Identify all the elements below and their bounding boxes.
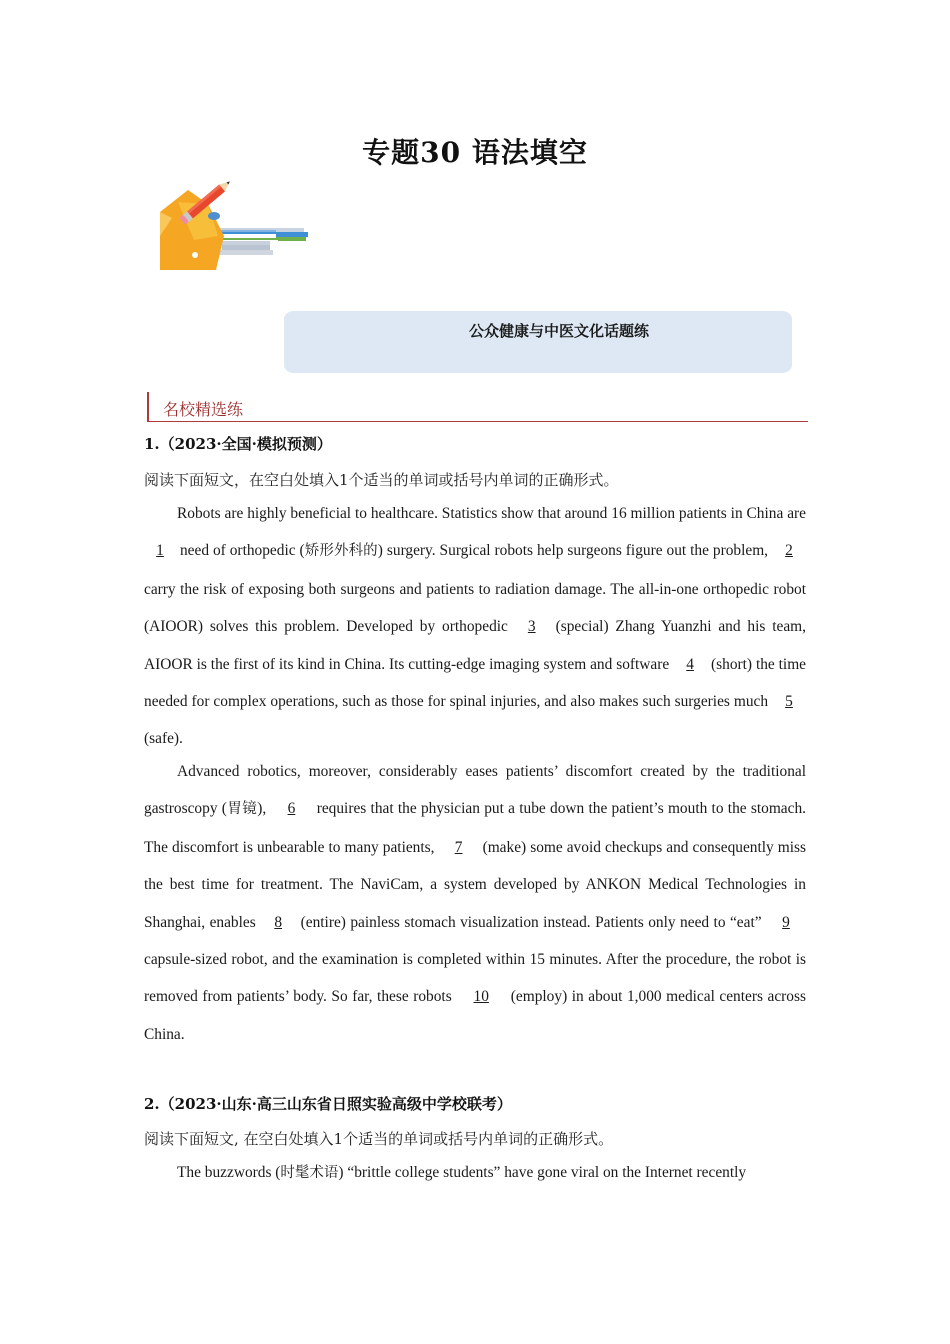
question-1-instruction: 阅读下面短文，在空白处填入1个适当的单词或括号内单词的正确形式。 xyxy=(144,471,619,489)
blank-9: 9 xyxy=(782,913,790,931)
blank-10: 10 xyxy=(473,988,489,1006)
blank-3: 3 xyxy=(527,618,536,636)
blank-4: 4 xyxy=(686,655,694,673)
section-label: 名校精选练 xyxy=(163,400,244,419)
blank-7: 7 xyxy=(454,838,463,856)
section-header xyxy=(147,392,808,422)
question-1-paragraph-2: Advanced robotics, moreover, considerably eases patients’ discomfort created by the traditional gastroscopy (胃镜), 6 requires that the physician put a tube down the patient’s mouth to the stomach. The discomfort is unbearable to many patients, 7 (make) some avoid checkups and consequently miss the best time for treatment. The NaviCam, a system developed by ANKON Medical Technologies in Shanghai, enables 8 (entire) painless stomach visualization instead. Patients only need to “eat” 9 capsule-sized robot, and the examination is completed within 15 minutes. After the procedure, the robot is removed from patients’ body. So far, these robots 10 (employ) in about 1,000 medical centers across China. xyxy=(144,763,806,1043)
blank-1: 1 xyxy=(156,542,164,560)
question-1-paragraph-1: Robots are highly beneficial to healthcare. Statistics show that around 16 million patients in China are 1 need of orthopedic (矫形外科的) surgery. Surgical robots help surgeons figure out the problem, 2 carry the risk of exposing both surgeons and patients to radiation damage. The all-in-one orthopedic robot (AIOOR) solves this problem. Developed by orthopedic 3 (special) Zhang Yuanzhi and his team, AIOOR is the first of its kind in China. Its cutting-edge imaging system and software 4 (short) the time needed for complex operations, such as those for spinal injuries, and also makes such surgeries much 5 (safe). xyxy=(144,505,806,748)
question-2-heading: 2.（2023·山东·高三山东省日照实验高级中学校联考） xyxy=(144,1095,512,1113)
blank-8: 8 xyxy=(274,913,283,931)
question-2-paragraph-1: The buzzwords (时髦术语) “brittle college students” have gone viral on the Internet recently xyxy=(177,1164,747,1181)
blank-5: 5 xyxy=(785,693,793,711)
question-2-instruction: 阅读下面短文, 在空白处填入1个适当的单词或括号内单词的正确形式。 xyxy=(144,1130,614,1148)
question-1-heading: 1.（2023·全国·模拟预测） xyxy=(144,435,332,453)
books-pencil-icon xyxy=(158,176,308,274)
page-title: 专题30 语法填空 xyxy=(362,136,588,169)
blank-2: 2 xyxy=(785,542,793,560)
topic-banner-text: 公众健康与中医文化话题练 xyxy=(468,322,649,340)
blank-6: 6 xyxy=(287,800,296,818)
